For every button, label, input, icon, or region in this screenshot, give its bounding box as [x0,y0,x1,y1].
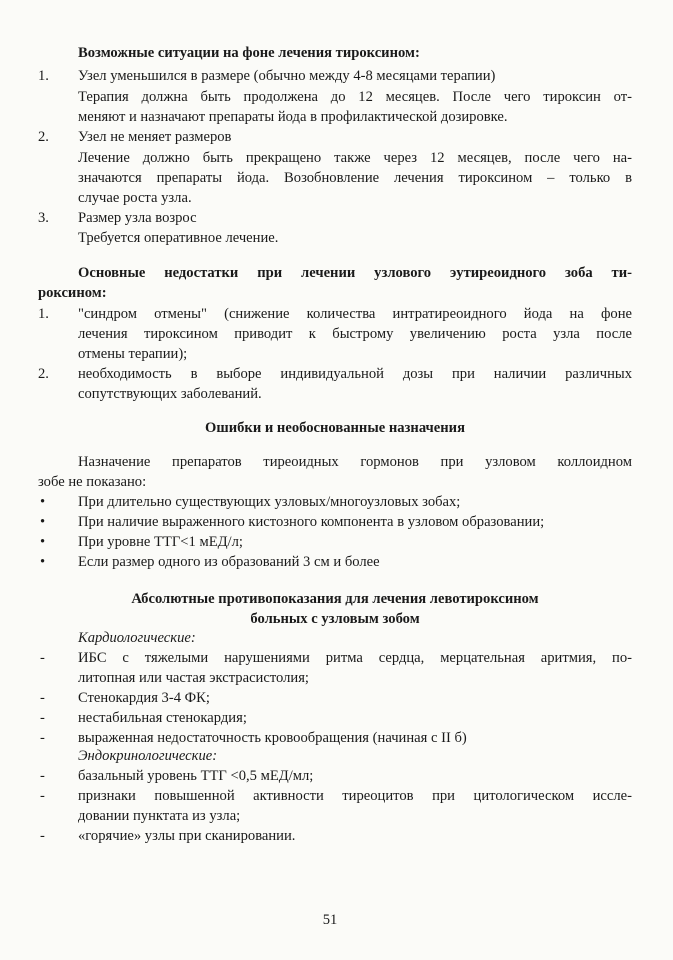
list-item-text: литопная или частая экстрасистолия; [78,670,309,686]
list-item-title: Узел не меняет размеров [78,129,232,145]
list-number: 2. [38,129,49,145]
section-heading-situations: Возможные ситуации на фоне лечения тироксином: [78,45,420,61]
page-number: 51 [322,912,338,928]
list-item-text: базальный уровень ТТГ <0,5 мЕД/мл; [78,768,314,784]
list-item-title: Размер узла возрос [78,210,197,226]
list-item-text: случае роста узла. [78,190,192,206]
list-item-text: необходимость в выборе индивидуальной дозы при наличии различных [78,366,632,382]
list-item-text: признаки повышенной активности тиреоцитов при цитологическом иссле- [78,788,632,804]
list-number: 1. [38,306,49,322]
group-title-cardio: Кардиологические: [78,630,196,646]
section-heading-errors: Ошибки и необоснованные назначения [205,420,465,436]
bullet-item: При наличие выраженного кистозного компонента в узловом образовании; [78,514,545,530]
bullet-item: Если размер одного из образований 3 см и более [78,554,380,570]
paragraph-text: Назначение препаратов тиреоидных гормонов при узловом коллоидном [78,454,632,470]
list-item-text: ИБС с тяжелыми нарушениями ритма сердца, мерцательная аритмия, по- [78,650,632,666]
list-item-text: отмены терапии); [78,346,188,362]
bullet-icon: • [40,514,46,530]
bullet-icon: • [40,494,46,510]
list-item-text: Терапия должна быть продолжена до 12 месяцев. После чего тироксин от- [78,89,632,105]
dash-marker: - [40,828,45,844]
list-item-text: меняют и назначают препараты йода в профилактической дозировке. [78,109,508,125]
section-heading-contraindications: Абсолютные противопоказания для лечения левотироксином [131,591,539,607]
list-number: 2. [38,366,49,382]
dash-marker: - [40,730,45,746]
dash-marker: - [40,788,45,804]
group-title-endocrine: Эндокринологические: [78,748,218,764]
dash-marker: - [40,710,45,726]
bullet-item: При уровне ТТГ<1 мЕД/л; [78,534,243,550]
dash-marker: - [40,768,45,784]
list-item-text: Лечение должно быть прекращено также через 12 месяцев, после чего на- [78,150,632,166]
list-item-text: Требуется оперативное лечение. [78,230,279,246]
bullet-icon: • [40,554,46,570]
list-item-text: сопутствующих заболеваний. [78,386,262,402]
paragraph-text: зобе не показано: [38,474,147,490]
list-item-text: лечения тироксином приводит к быстрому увеличению роста узла после [78,326,632,342]
bullet-item: При длительно существующих узловых/многоузловых зобах; [78,494,461,510]
list-item-text: выраженная недостаточность кровообращения (начиная с II б) [78,730,467,746]
list-item-text: нестабильная стенокардия; [78,710,247,726]
list-item-title: Узел уменьшился в размере (обычно между 4-8 месяцами терапии) [78,68,496,84]
bullet-icon: • [40,534,46,550]
list-number: 3. [38,210,49,226]
list-number: 1. [38,68,49,84]
list-item-text: значаются препараты йода. Возобновление лечения тироксином – только в [78,170,632,186]
dash-marker: - [40,650,45,666]
section-heading-contraindications-cont: больных с узловым зобом [250,611,420,627]
list-item-text: «горячие» узлы при сканировании. [78,828,296,844]
list-item-text: Стенокардия 3-4 ФК; [78,690,210,706]
section-heading-drawbacks: Основные недостатки при лечении узлового эутиреоидного зоба ти- [78,265,632,281]
list-item-text: довании пунктата из узла; [78,808,241,824]
dash-marker: - [40,690,45,706]
list-item-text: "синдром отмены" (снижение количества интратиреоидного йода на фоне [78,306,632,322]
section-heading-drawbacks-cont: роксином: [38,285,107,301]
